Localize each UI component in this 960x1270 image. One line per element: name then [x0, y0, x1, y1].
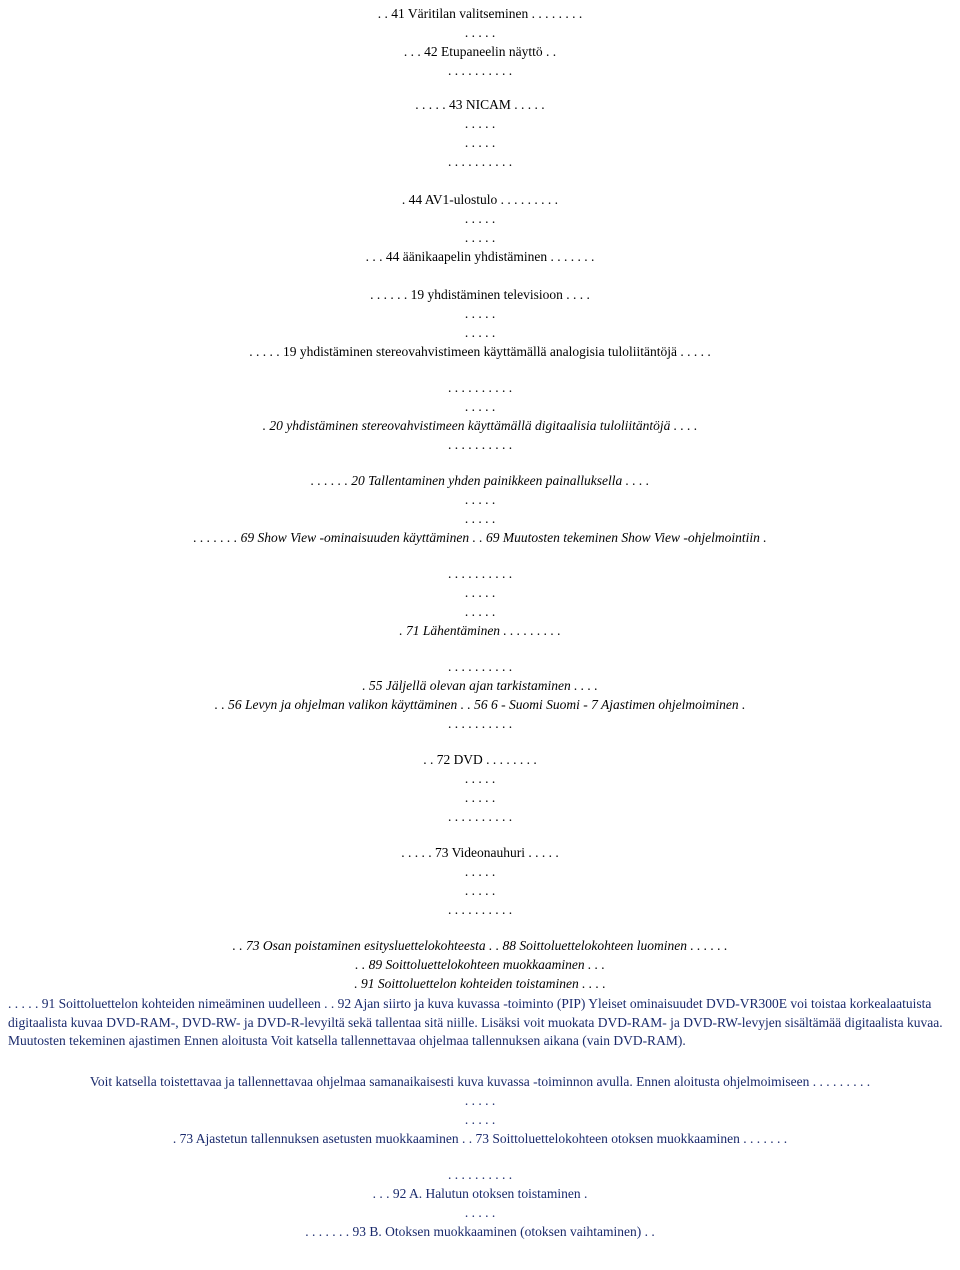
toc-line: . . . . . — [464, 790, 496, 805]
toc-line: . . . . . — [464, 306, 496, 321]
toc-line: . . . . . . 20 Tallentaminen yhden painikkeen painalluksella . . . . — [310, 473, 650, 488]
toc-line: . . 72 DVD . . . . . . . . — [423, 752, 537, 767]
toc-line: . 73 Ajastetun tallennuksen asetusten muokkaaminen . . 73 Soittoluettelokohteen otoksen muokkaaminen . . . . . . . — [172, 1131, 788, 1146]
toc-line: . 55 Jäljellä olevan ajan tarkistaminen . . . . — [362, 678, 598, 693]
toc-line: . . . 92 A. Halutun otoksen toistaminen . — [372, 1186, 588, 1201]
toc-line: . . . . . . . . . . — [447, 659, 513, 674]
toc-line: . . . . . . . . . . — [447, 63, 513, 78]
toc-line: . . . . . — [464, 135, 496, 150]
toc-line: . . . . . . . . . . — [447, 380, 513, 395]
toc-line: . . . . . . . . . . — [447, 1167, 513, 1182]
toc-line: . . . . . — [464, 492, 496, 507]
toc-line: . . . . . 19 yhdistäminen stereovahvistimeen käyttämällä analogisia tuloliitäntöjä . . . . . — [249, 344, 711, 359]
toc-line: . . . . . 43 NICAM . . . . . — [415, 97, 545, 112]
toc-line: . . . . . 73 Videonauhuri . . . . . — [401, 845, 559, 860]
toc-line: . . . . . . . . . . — [447, 437, 513, 452]
toc-line: . . . . . — [464, 399, 496, 414]
toc-line: . . . . . . 19 yhdistäminen televisioon . . . . — [370, 287, 590, 302]
toc-line: . . 89 Soittoluettelokohteen muokkaaminen . . . — [355, 957, 605, 972]
toc-line: . . . . . — [464, 585, 496, 600]
toc-line: . . . . . — [464, 883, 496, 898]
toc-line: . . . . . — [464, 1093, 496, 1108]
toc-line: . . . . . . . . . . — [447, 566, 513, 581]
toc-line: . . 73 Osan poistaminen esitysluettelokohteesta . . 88 Soittoluettelokohteen luominen . . . . . . — [232, 938, 728, 953]
body-paragraph: . . . . . 91 Soittoluettelon kohteiden nimeäminen uudelleen . . 92 Ajan siirto ja kuva kuvassa -toiminto (PIP) Yleiset ominaisuudet DVD-VR300E voi toistaa korkealaatuista digitaalista kuvaa DVD-RAM-, DVD-RW- ja DVD-R-levyiltä sekä tallentaa sitä niille. Lisäksi voit muokata DVD-RAM- ja DVD-RW-levyjen sisältämää digitaalista kuvaa. Muutosten tekeminen ajastimen Ennen aloitusta Voit katsella tallennettavaa ohjelmaa tallennuksen aikana (vain DVD-RAM). — [8, 996, 943, 1049]
toc-line: . . . . . — [464, 1112, 496, 1127]
toc-line: . . . . . — [464, 325, 496, 340]
toc-line: . . . . . . . 93 B. Otoksen muokkaaminen (otoksen vaihtaminen) . . — [305, 1224, 655, 1239]
toc-line: . . 41 Väritilan valitseminen . . . . . . . . — [377, 6, 583, 21]
toc-line: . . 56 Levyn ja ohjelman valikon käyttäminen . . 56 6 - Suomi Suomi - 7 Ajastimen ohjelmoiminen . — [214, 697, 746, 712]
toc-line: . . . . . — [464, 116, 496, 131]
toc-line: . . . . . — [464, 771, 496, 786]
toc-line: Voit katsella toistettavaa ja tallennettavaa ohjelmaa samanaikaisesti kuva kuvassa -toiminnon avulla. Ennen aloitusta ohjelmoimiseen . . . . . . . . . — [89, 1074, 871, 1089]
toc-line: . . . . . . . . . . — [447, 809, 513, 824]
toc-line: . . . . . — [464, 211, 496, 226]
toc-line: . . . 42 Etupaneelin näyttö . . — [403, 44, 557, 59]
toc-line: . . . . . — [464, 864, 496, 879]
toc-line: . 20 yhdistäminen stereovahvistimeen käyttämällä digitaalisia tuloliitäntöjä . . . . — [262, 418, 698, 433]
toc-line: . . . . . . . . . . — [447, 902, 513, 917]
toc-line: . 91 Soittoluettelon kohteiden toistaminen . . . . — [354, 976, 606, 991]
toc-line: . . . . . — [464, 230, 496, 245]
toc-line: . . . . . — [464, 25, 496, 40]
toc-line: . . . . . — [464, 604, 496, 619]
toc-line: . 44 AV1-ulostulo . . . . . . . . . — [401, 192, 559, 207]
toc-line: . . . . . . . 69 Show View -ominaisuuden käyttäminen . . 69 Muutosten tekeminen Show View -ohjelmointiin . — [193, 530, 767, 545]
toc-line: . . . . . . . . . . — [447, 154, 513, 169]
toc-line: . 71 Lähentäminen . . . . . . . . . — [399, 623, 561, 638]
toc-line: . . . . . — [464, 1205, 496, 1220]
toc-line: . . . . . — [464, 511, 496, 526]
toc-line: . . . . . . . . . . — [447, 716, 513, 731]
toc-line: . . . 44 äänikaapelin yhdistäminen . . . . . . . — [365, 249, 595, 264]
